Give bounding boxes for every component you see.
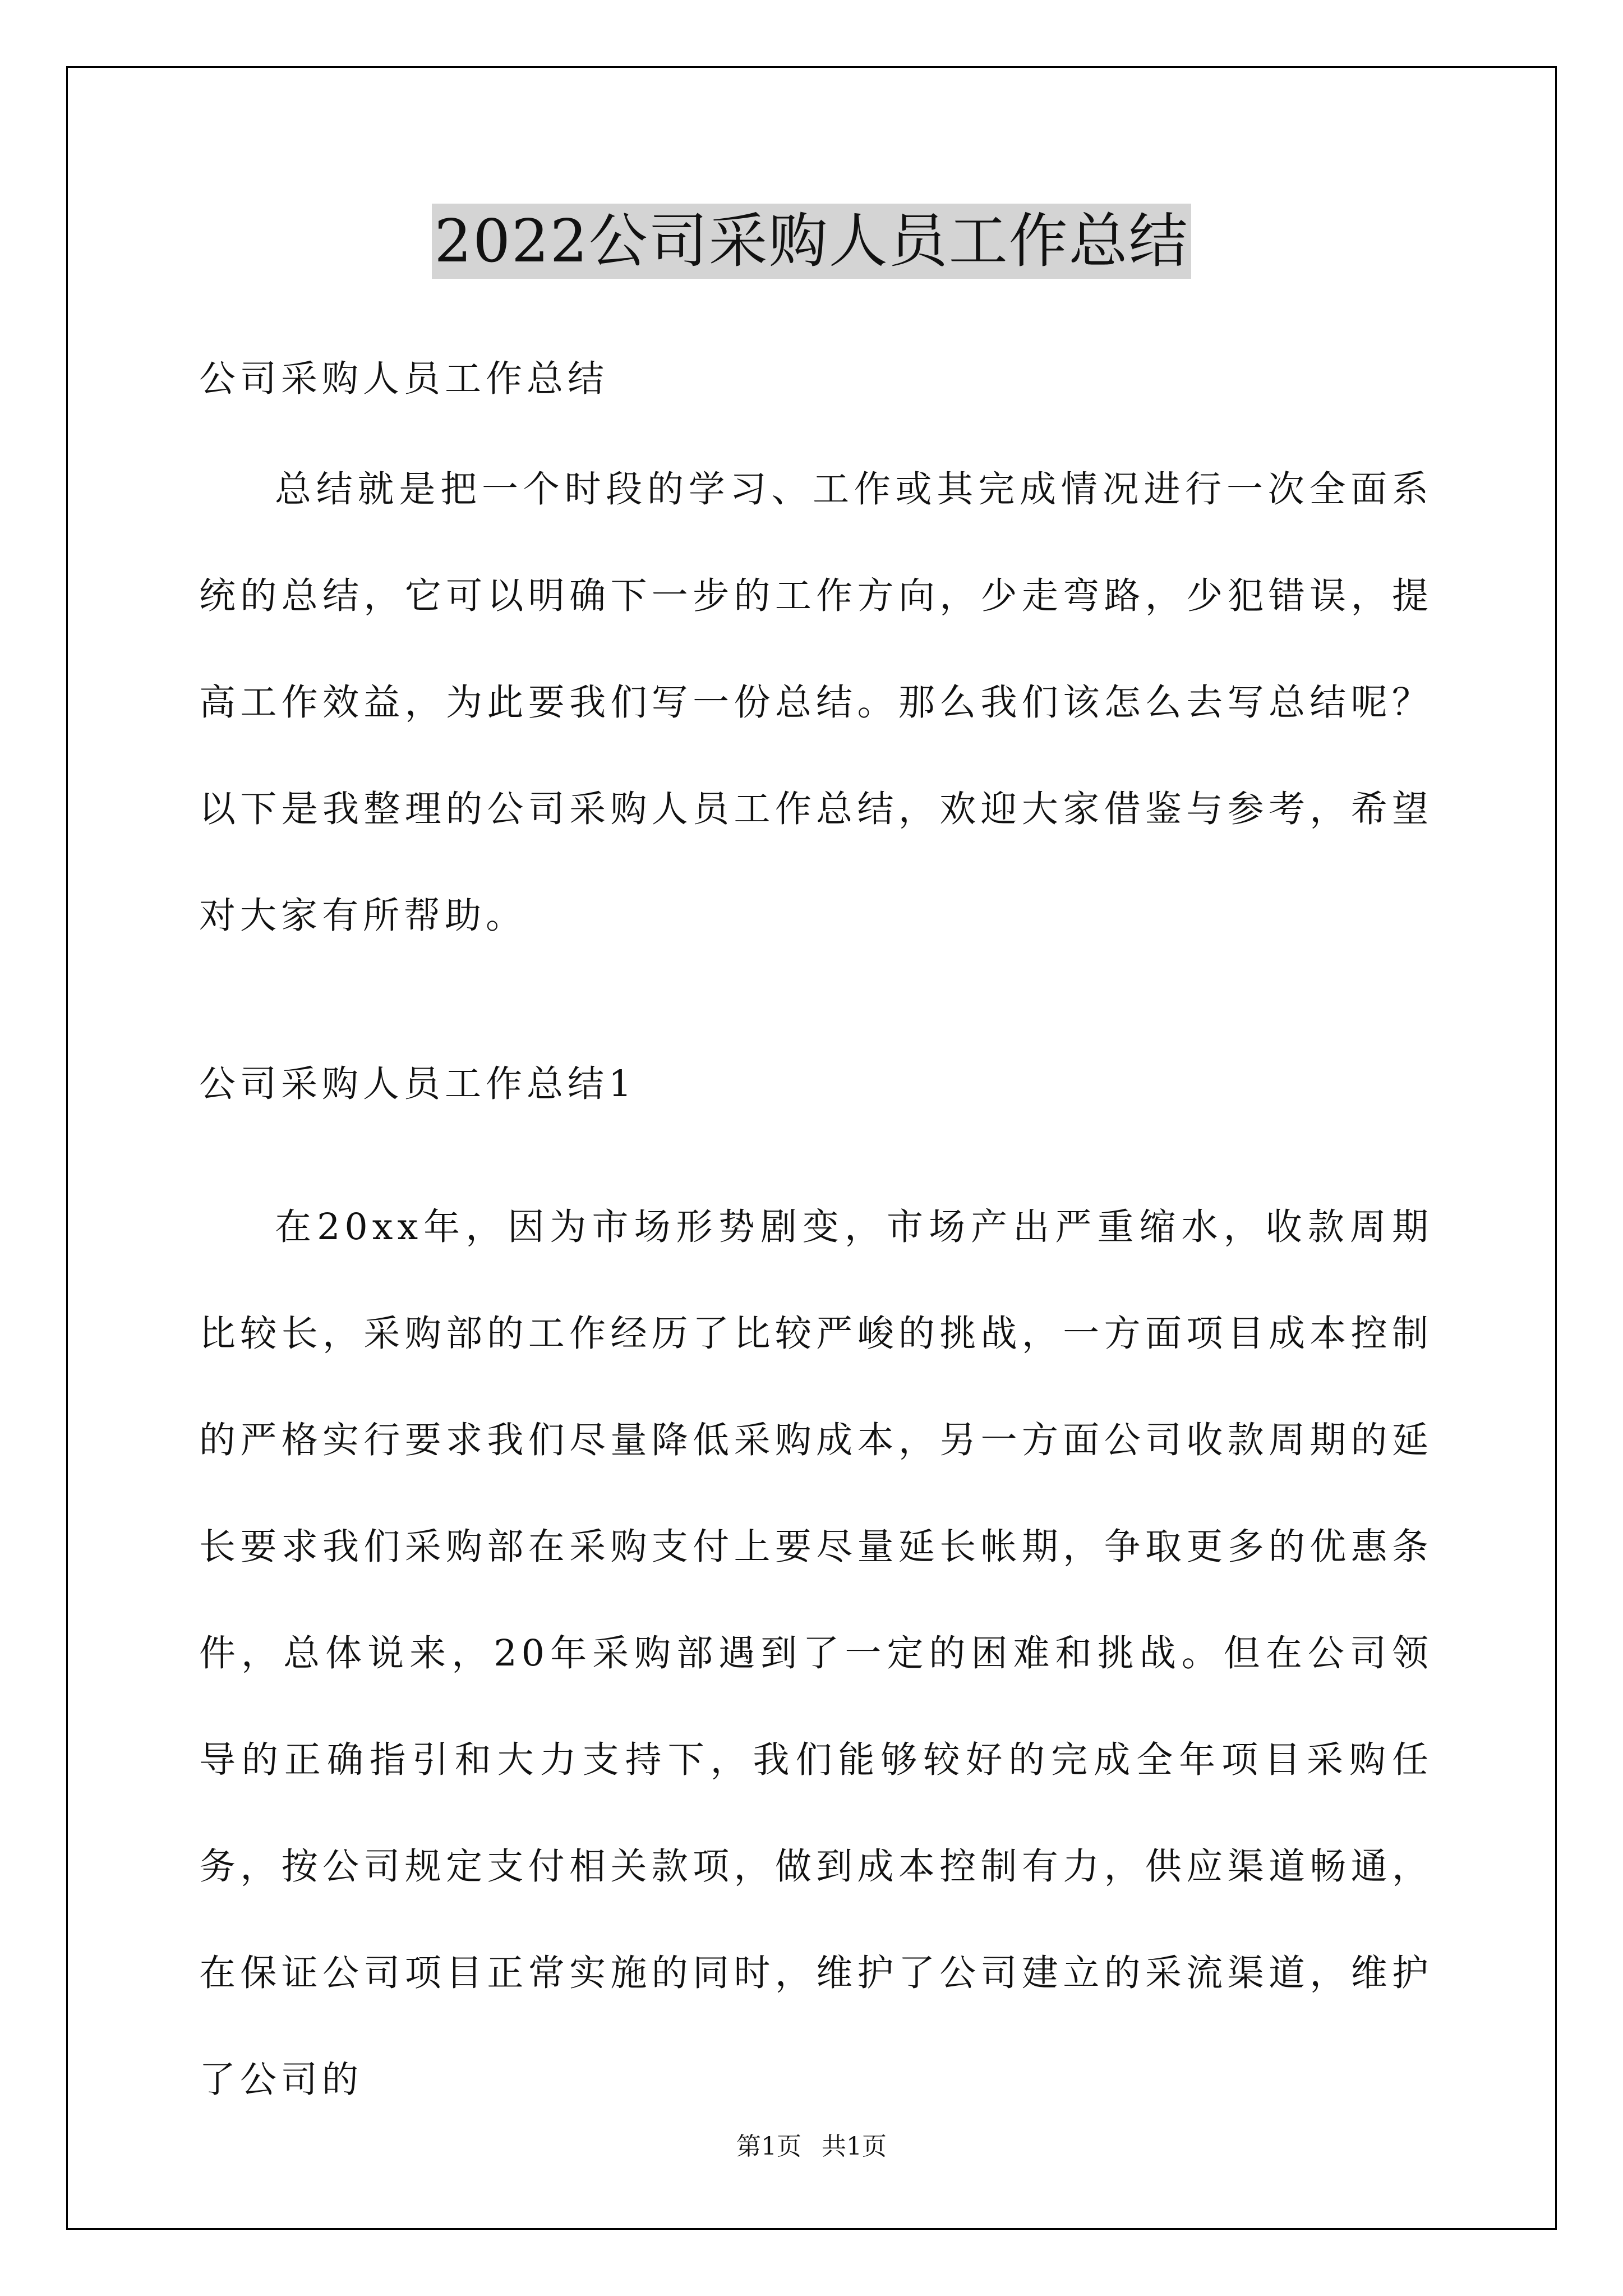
document-title-block [0,202,1623,280]
page-number-current: 第1页 [736,2132,801,2161]
document-title: 2022公司采购人员工作总结 [432,204,1191,279]
section-heading-intro: 公司采购人员工作总结 [199,358,609,400]
intro-paragraph: 总结就是把一个时段的学习、工作或其完成情况进行一次全面系统的总结，它可以明确下一步的工作方向，少走弯路，少犯错误，提高工作效益，为此要我们写一份总结。那么我们该怎么去写总结呢？以下是我整理的公司采购人员工作总结，欢迎大家借鉴与参考，希望对大家有所帮助。 [199,468,1433,937]
page-number-total: 共1页 [822,2132,887,2161]
section-heading-1: 公司采购人员工作总结1 [199,1063,637,1105]
section-1-paragraph: 在20xx年，因为市场形势剧变，市场产出严重缩水，收款周期比较长，采购部的工作经历了比较严峻的挑战，一方面项目成本控制的严格实行要求我们尽量降低采购成本，另一方面公司收款周期的延长要求我们采购部在采购支付上要尽量延长帐期，争取更多的优惠条件，总体说来，20年采购部遇到了一定的困难和挑战。但在公司领导的正确指引和大力支持下，我们能够较好的完成全年项目采购任务，按公司规定支付相关款项，做到成本控制有力，供应渠道畅通，在保证公司项目正常实施的同时，维护了公司建立的采流渠道，维护了公司的 [199,1206,1433,2101]
page-footer [0,2130,1623,2164]
